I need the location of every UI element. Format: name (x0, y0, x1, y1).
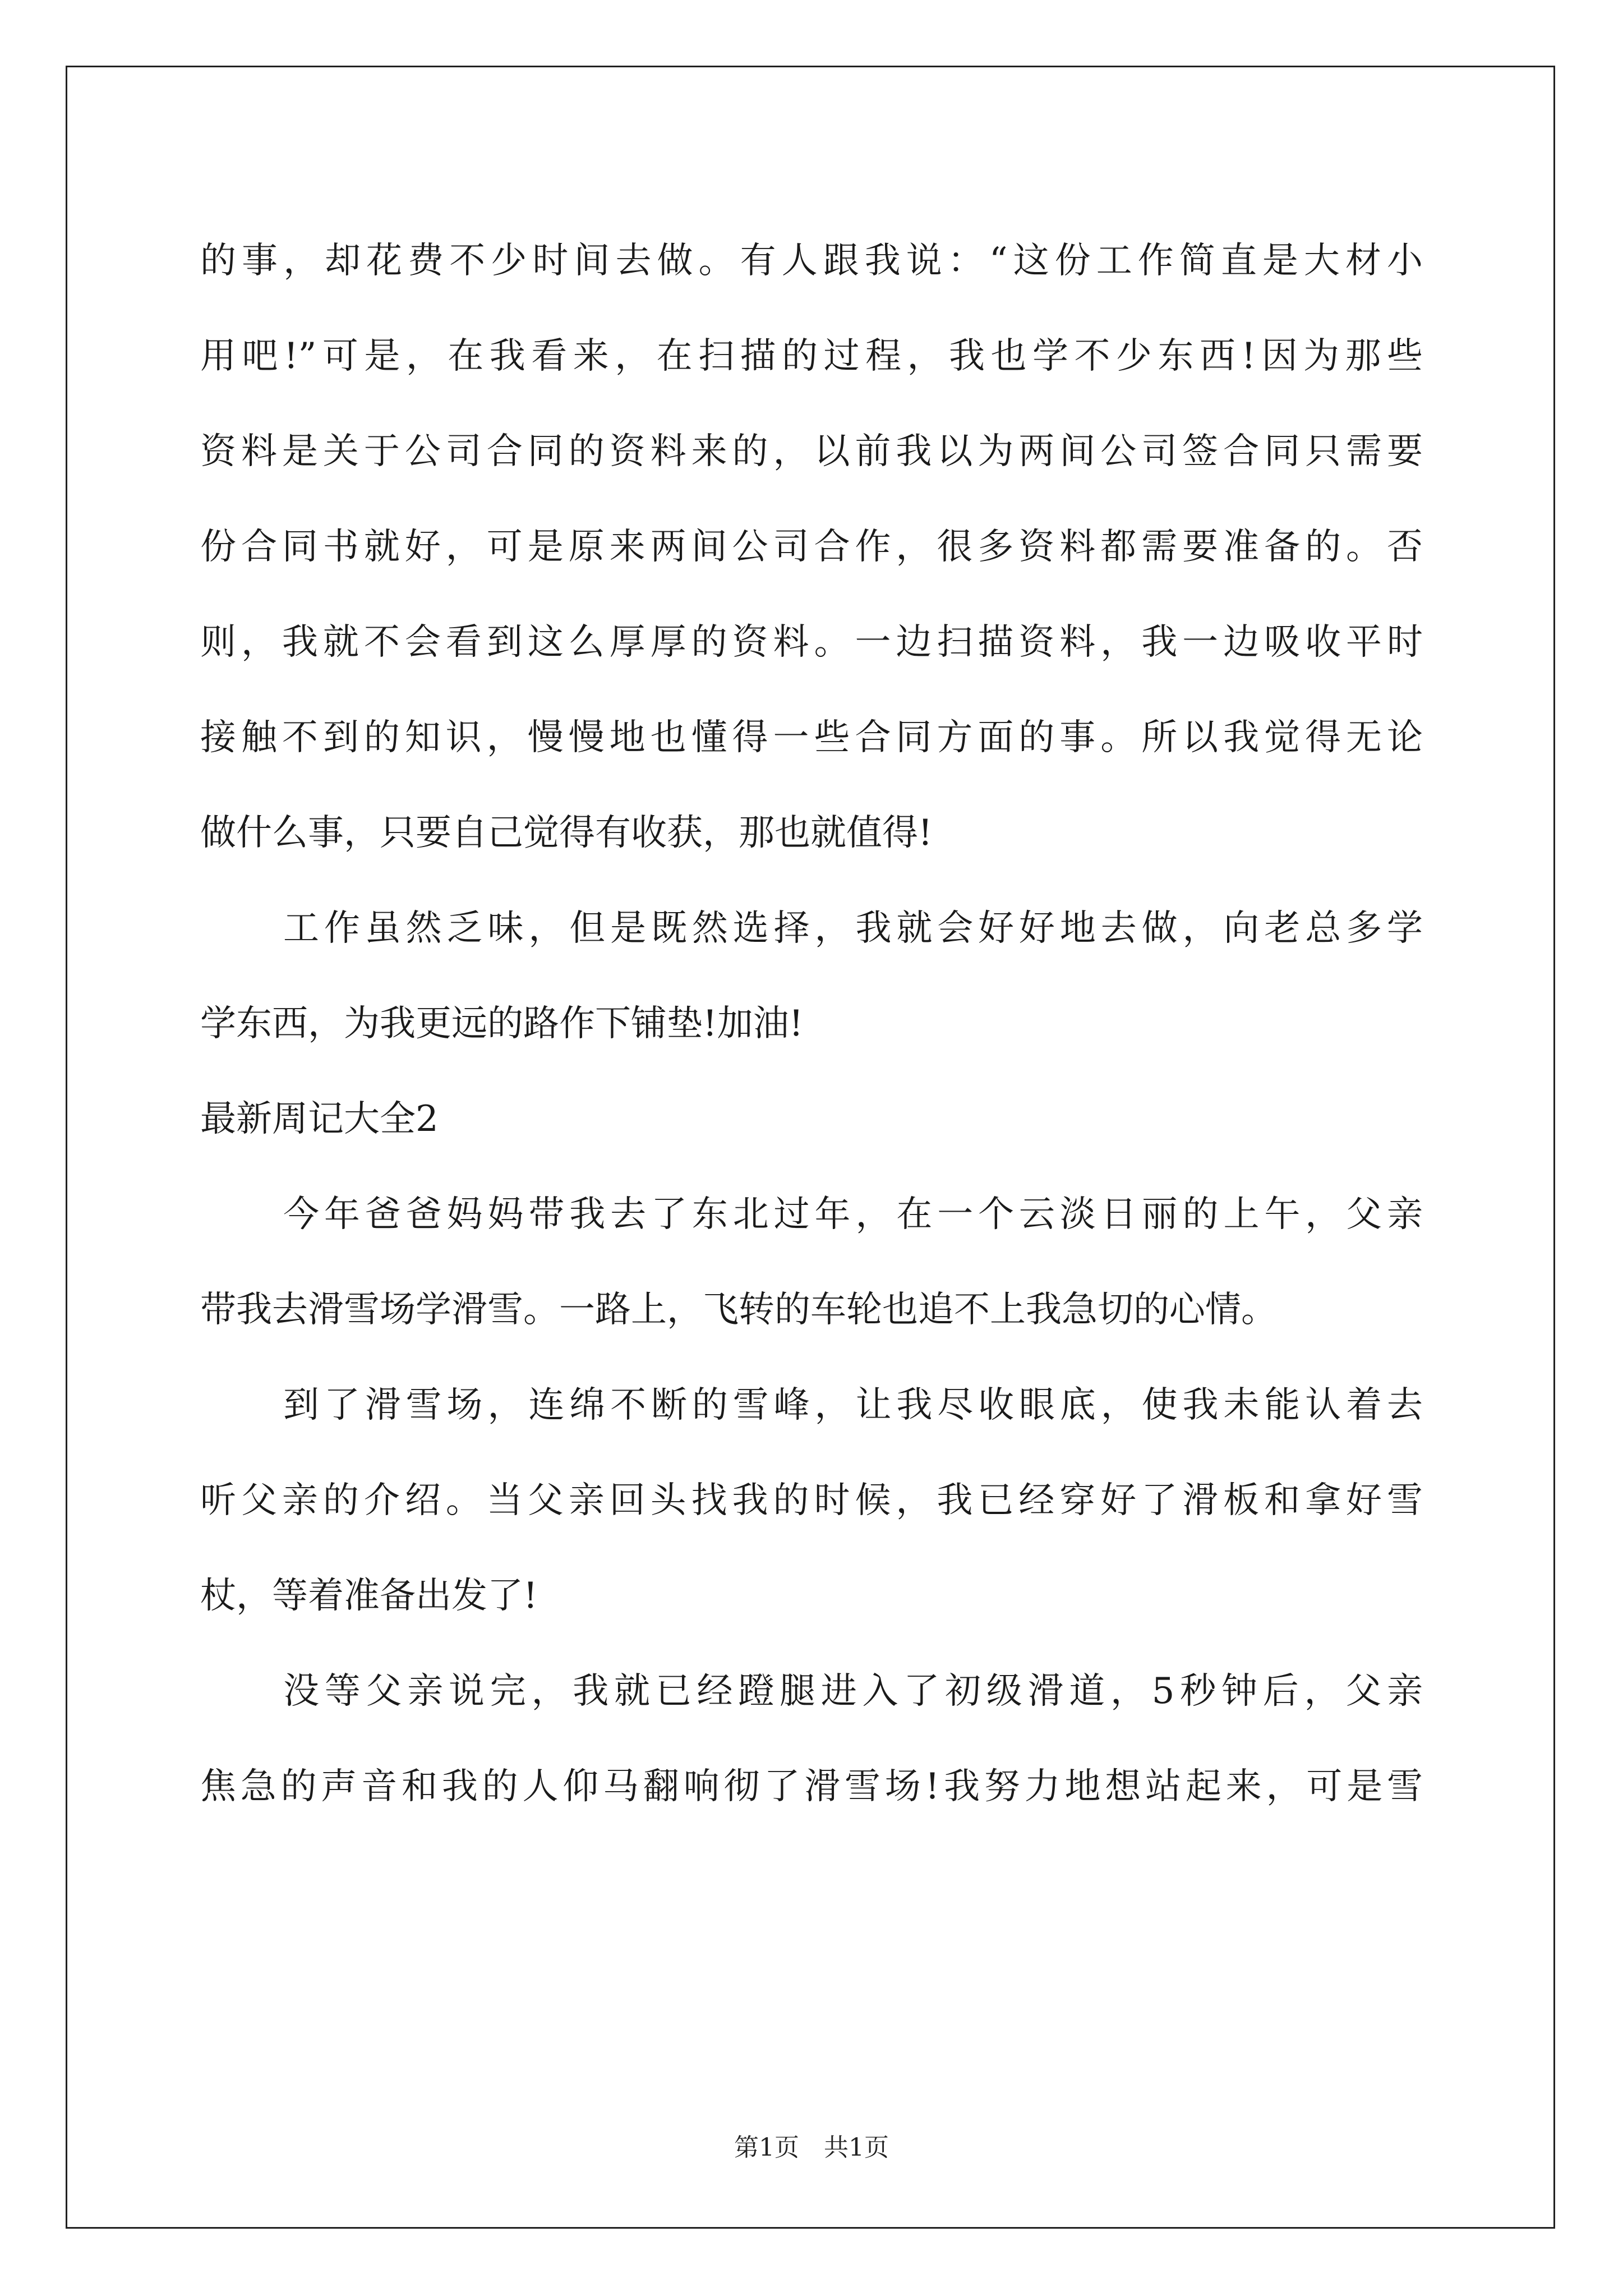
document-body (200, 213, 1423, 1834)
text-line: 焦急的声音和我的人仰马翻响彻了滑雪场!我努力地想站起来，可是雪 (200, 1766, 1423, 1807)
text-line: 则，我就不会看到这么厚厚的资料。一边扫描资料，我一边吸收平时 (200, 622, 1423, 663)
text-line: 用吧!”可是，在我看来，在扫描的过程，我也学不少东西!因为那些 (200, 335, 1423, 377)
text-line: 接触不到的知识，慢慢地也懂得一些合同方面的事。所以我觉得无论 (200, 717, 1423, 758)
text-line: 听父亲的介绍。当父亲回头找我的时候，我已经穿好了滑板和拿好雪 (200, 1480, 1423, 1521)
text-line: 带我去滑雪场学滑雪。一路上，飞转的车轮也追不上我急切的心情。 (200, 1289, 1277, 1331)
text-line: 没等父亲说完，我就已经蹬腿进入了初级滑道，5秒钟后，父亲 (283, 1671, 1423, 1712)
text-line: 到了滑雪场，连绵不断的雪峰，让我尽收眼底，使我未能认着去 (283, 1384, 1423, 1426)
text-block-2 (200, 1167, 1423, 1834)
text-line: 份合同书就好，可是原来两间公司合作，很多资料都需要准备的。否 (200, 526, 1423, 568)
text-line: 做什么事，只要自己觉得有收获，那也就值得! (200, 812, 933, 854)
text-line: 资料是关于公司合同的资料来的，以前我以为两间公司签合同只需要 (200, 431, 1423, 472)
text-block-1 (200, 213, 1423, 1071)
page-footer: 第1页 共1页 (734, 2133, 889, 2162)
text-line: 工作虽然乏味，但是既然选择，我就会好好地去做，向老总多学 (283, 908, 1423, 949)
text-line: 杖，等着准备出发了! (200, 1575, 538, 1617)
section-heading: 最新周记大全2 (200, 1098, 439, 1140)
text-line: 今年爸爸妈妈带我去了东北过年，在一个云淡日丽的上午，父亲 (283, 1194, 1423, 1235)
text-line: 学东西，为我更远的路作下铺垫!加油! (200, 1003, 804, 1045)
text-line: 的事，却花费不少时间去做。有人跟我说：“这份工作简直是大材小 (200, 240, 1423, 282)
